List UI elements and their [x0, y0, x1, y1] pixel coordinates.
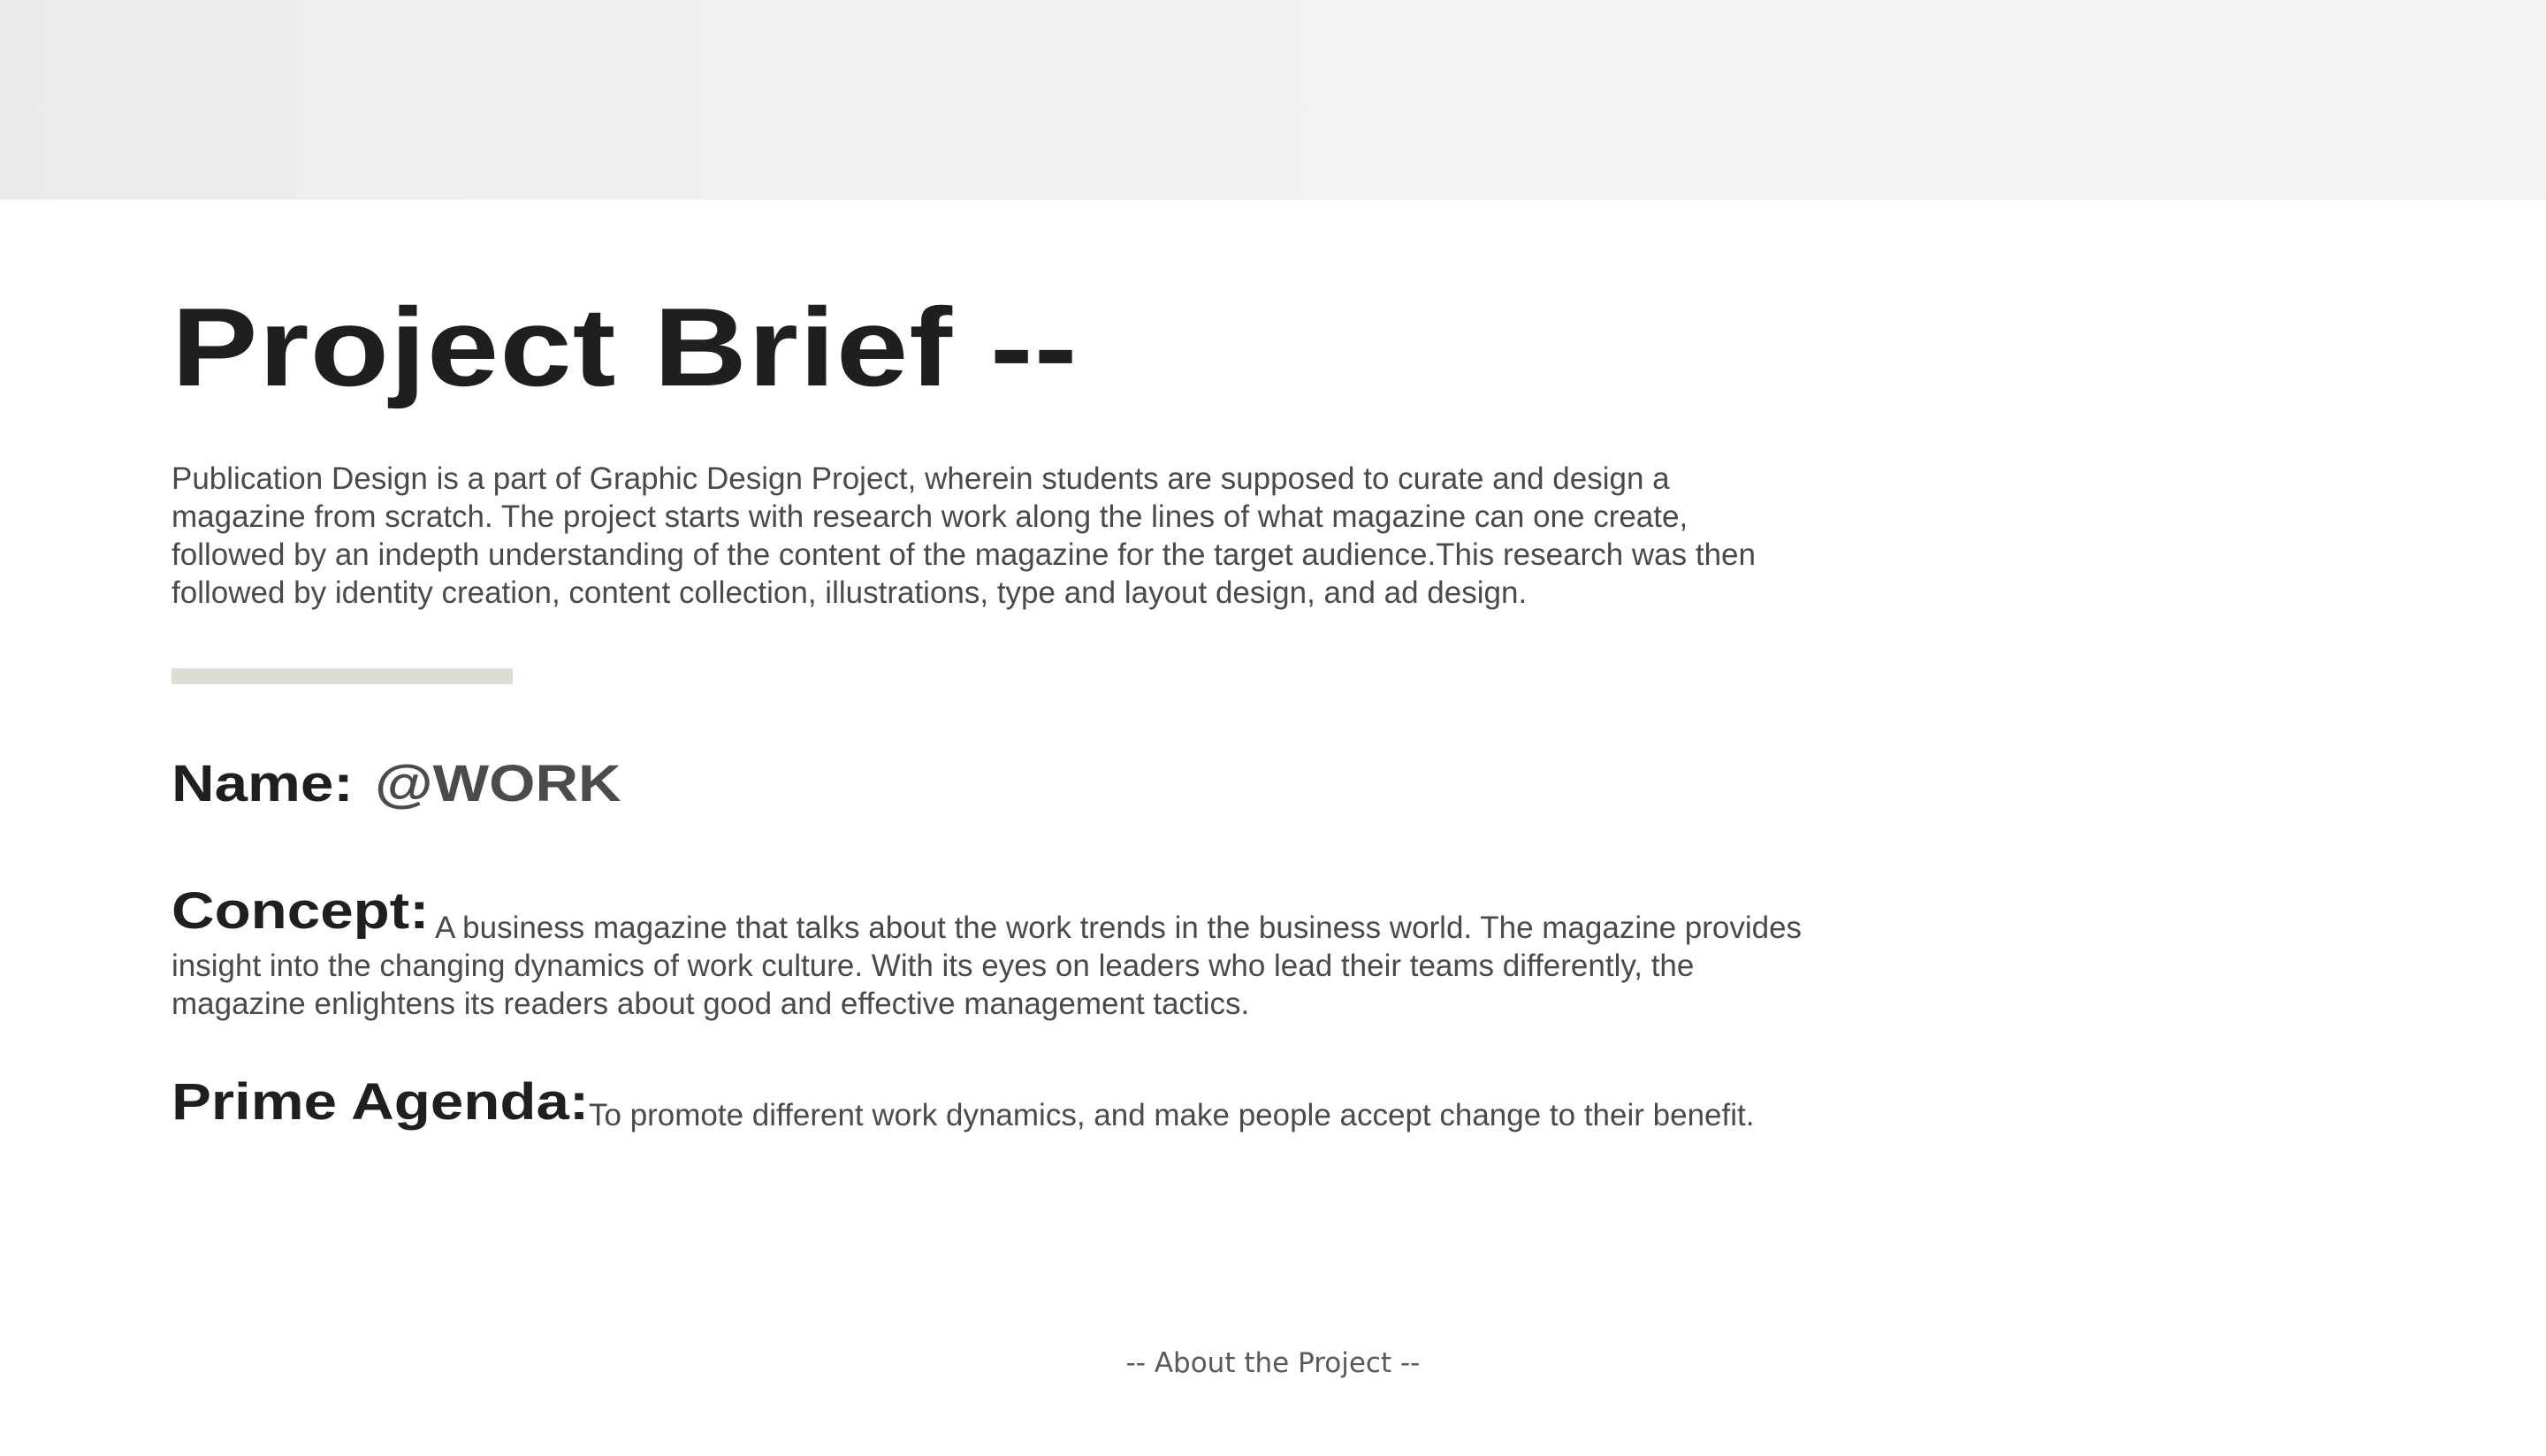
agenda-text: To promote different work dynamics, and make people accept change to their benefit.	[589, 1098, 1755, 1132]
page-footer: -- About the Project --	[1125, 1347, 1421, 1379]
intro-paragraph: Publication Design is a part of Graphic Design Project, wherein students are supposed to curate and design a magazine from scratch. The project starts with research work along the lines of what magazine can one create, followed by an indepth understanding of the content of the magazine for the target audience.This research was then followed by identity creation, content collection, illustrations, type and layout design, and ad design.	[172, 461, 1756, 610]
page-title: Project Brief --	[172, 285, 1079, 409]
concept-text: A business magazine that talks about the work trends in the business world. The magazine provides insight into the changing dynamics of work culture. With its eyes on leaders who lead their teams differently, the magazine enlightens its readers about good and effective management tactics.	[172, 911, 1803, 1021]
header-band	[0, 0, 2546, 200]
project-brief-section	[172, 285, 1851, 1132]
divider-bar	[172, 668, 513, 684]
agenda-label: Prime Agenda:	[172, 1073, 590, 1131]
name-row	[172, 755, 621, 812]
concept-label: Concept:	[172, 882, 430, 940]
name-label: Name:	[172, 755, 354, 812]
name-value: @WORK	[375, 755, 621, 812]
